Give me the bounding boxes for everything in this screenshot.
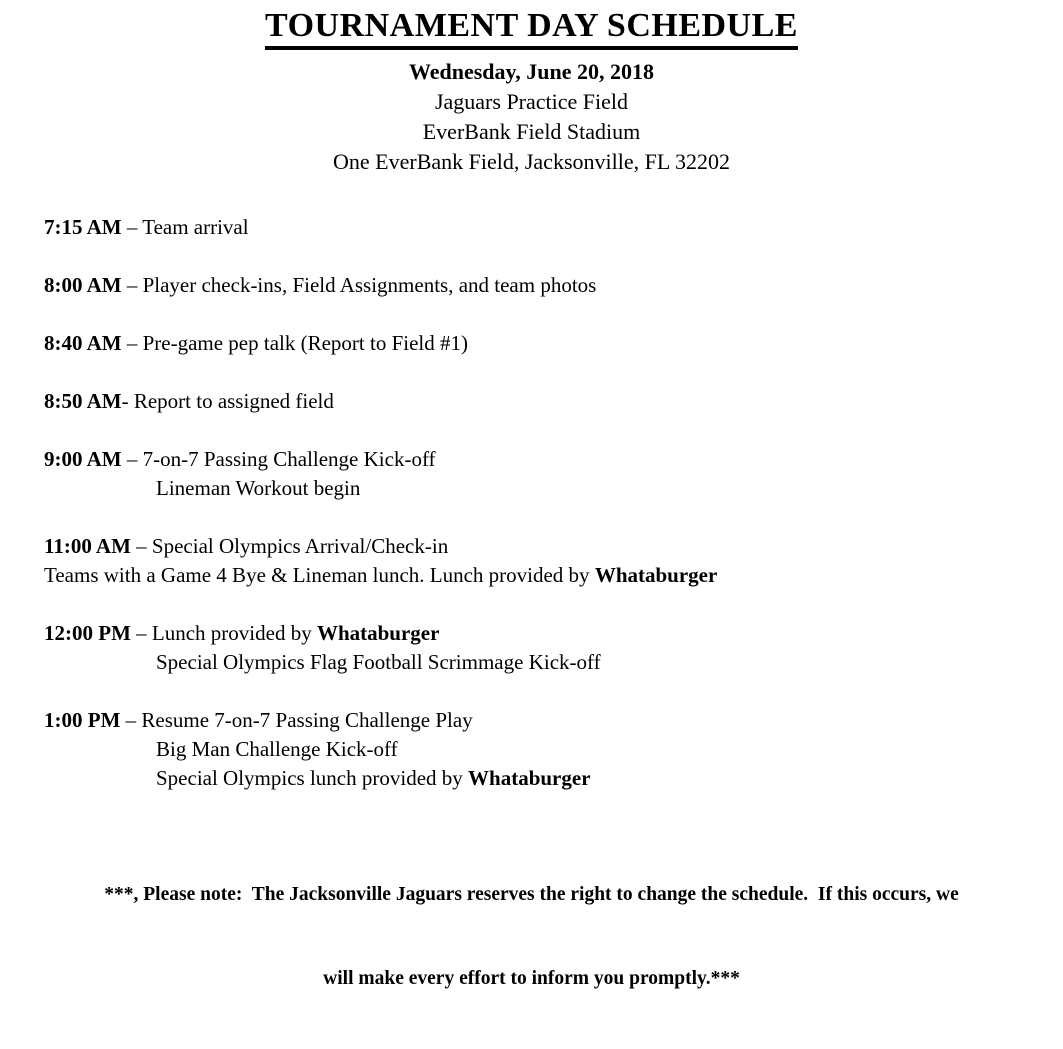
- schedule-entry-800am: [44, 271, 1019, 300]
- document-header: [44, 8, 1019, 177]
- schedule-text: 7-on-7 Passing Challenge Kick-off: [142, 447, 436, 471]
- footer-note-line1: ***, Please note: The Jacksonville Jaguars reserves the right to change the schedule. If this occurs, we: [104, 884, 959, 905]
- schedule-time: 7:15 AM: [44, 215, 122, 239]
- sponsor-name: Whataburger: [316, 621, 440, 645]
- schedule-text: Special Olympics lunch provided by: [156, 766, 469, 790]
- schedule-continuation-line: [44, 561, 1019, 590]
- schedule-separator: –: [130, 534, 152, 558]
- schedule-separator: –: [130, 621, 152, 645]
- schedule-line: [44, 271, 1019, 300]
- schedule-separator: –: [121, 447, 143, 471]
- schedule-time: 8:50 AM: [44, 389, 122, 413]
- schedule-continuation-line: Lineman Workout begin: [156, 476, 361, 500]
- schedule-separator: –: [121, 215, 143, 239]
- schedule-entry-850am: [44, 387, 1019, 416]
- schedule-entry-840am: [44, 329, 1019, 358]
- schedule-text: Pre-game pep talk (Report to Field #1): [142, 331, 468, 355]
- page-title: TOURNAMENT DAY SCHEDULE: [265, 8, 798, 50]
- event-date: Wednesday, June 20, 2018: [408, 59, 655, 84]
- schedule-entry-900am: [44, 445, 1019, 503]
- schedule-time: 1:00 PM: [44, 708, 121, 732]
- schedule-text: Resume 7-on-7 Passing Challenge Play: [141, 708, 473, 732]
- schedule-continuation-line: [156, 764, 1019, 793]
- stadium-name: EverBank Field Stadium: [422, 119, 641, 144]
- footer-note: [44, 825, 1019, 1049]
- schedule-list: [44, 213, 1019, 793]
- schedule-entry-1200pm: [44, 619, 1019, 677]
- sponsor-name: Whataburger: [468, 766, 591, 790]
- schedule-text: Special Olympics Arrival/Check-in: [151, 534, 449, 558]
- schedule-time: 12:00 PM: [44, 621, 131, 645]
- schedule-text: Teams with a Game 4 Bye & Lineman lunch. Lunch provided by: [44, 563, 595, 587]
- schedule-text: Report to assigned field: [133, 389, 334, 413]
- schedule-entry-100pm: [44, 706, 1019, 793]
- schedule-time: 9:00 AM: [44, 447, 122, 471]
- schedule-text: Team arrival: [142, 215, 249, 239]
- schedule-line: [44, 387, 1019, 416]
- schedule-line: [44, 706, 1019, 735]
- schedule-time: 8:40 AM: [44, 331, 122, 355]
- schedule-continuation-line: Big Man Challenge Kick-off: [156, 737, 398, 761]
- schedule-line: [44, 619, 1019, 648]
- schedule-line: [44, 329, 1019, 358]
- stadium-address: One EverBank Field, Jacksonville, FL 32202: [333, 149, 730, 174]
- schedule-text: Player check-ins, Field Assignments, and team photos: [142, 273, 597, 297]
- schedule-time: 11:00 AM: [44, 534, 131, 558]
- schedule-separator: –: [121, 273, 143, 297]
- schedule-text: Lunch provided by: [151, 621, 317, 645]
- schedule-separator: –: [120, 708, 142, 732]
- venue-name: Jaguars Practice Field: [434, 89, 629, 114]
- schedule-line: [44, 213, 1019, 242]
- schedule-separator: –: [121, 331, 143, 355]
- schedule-entry-1100am: [44, 532, 1019, 590]
- schedule-time: 8:00 AM: [44, 273, 122, 297]
- sponsor-name: Whataburger: [594, 563, 718, 587]
- schedule-entry-715am: [44, 213, 1019, 242]
- footer-note-line2: will make every effort to inform you promptly.***: [323, 968, 740, 989]
- schedule-line: [44, 532, 1019, 561]
- schedule-continuation-line: Special Olympics Flag Football Scrimmage Kick-off: [156, 650, 601, 674]
- schedule-line: [44, 445, 1019, 474]
- schedule-separator: -: [121, 389, 134, 413]
